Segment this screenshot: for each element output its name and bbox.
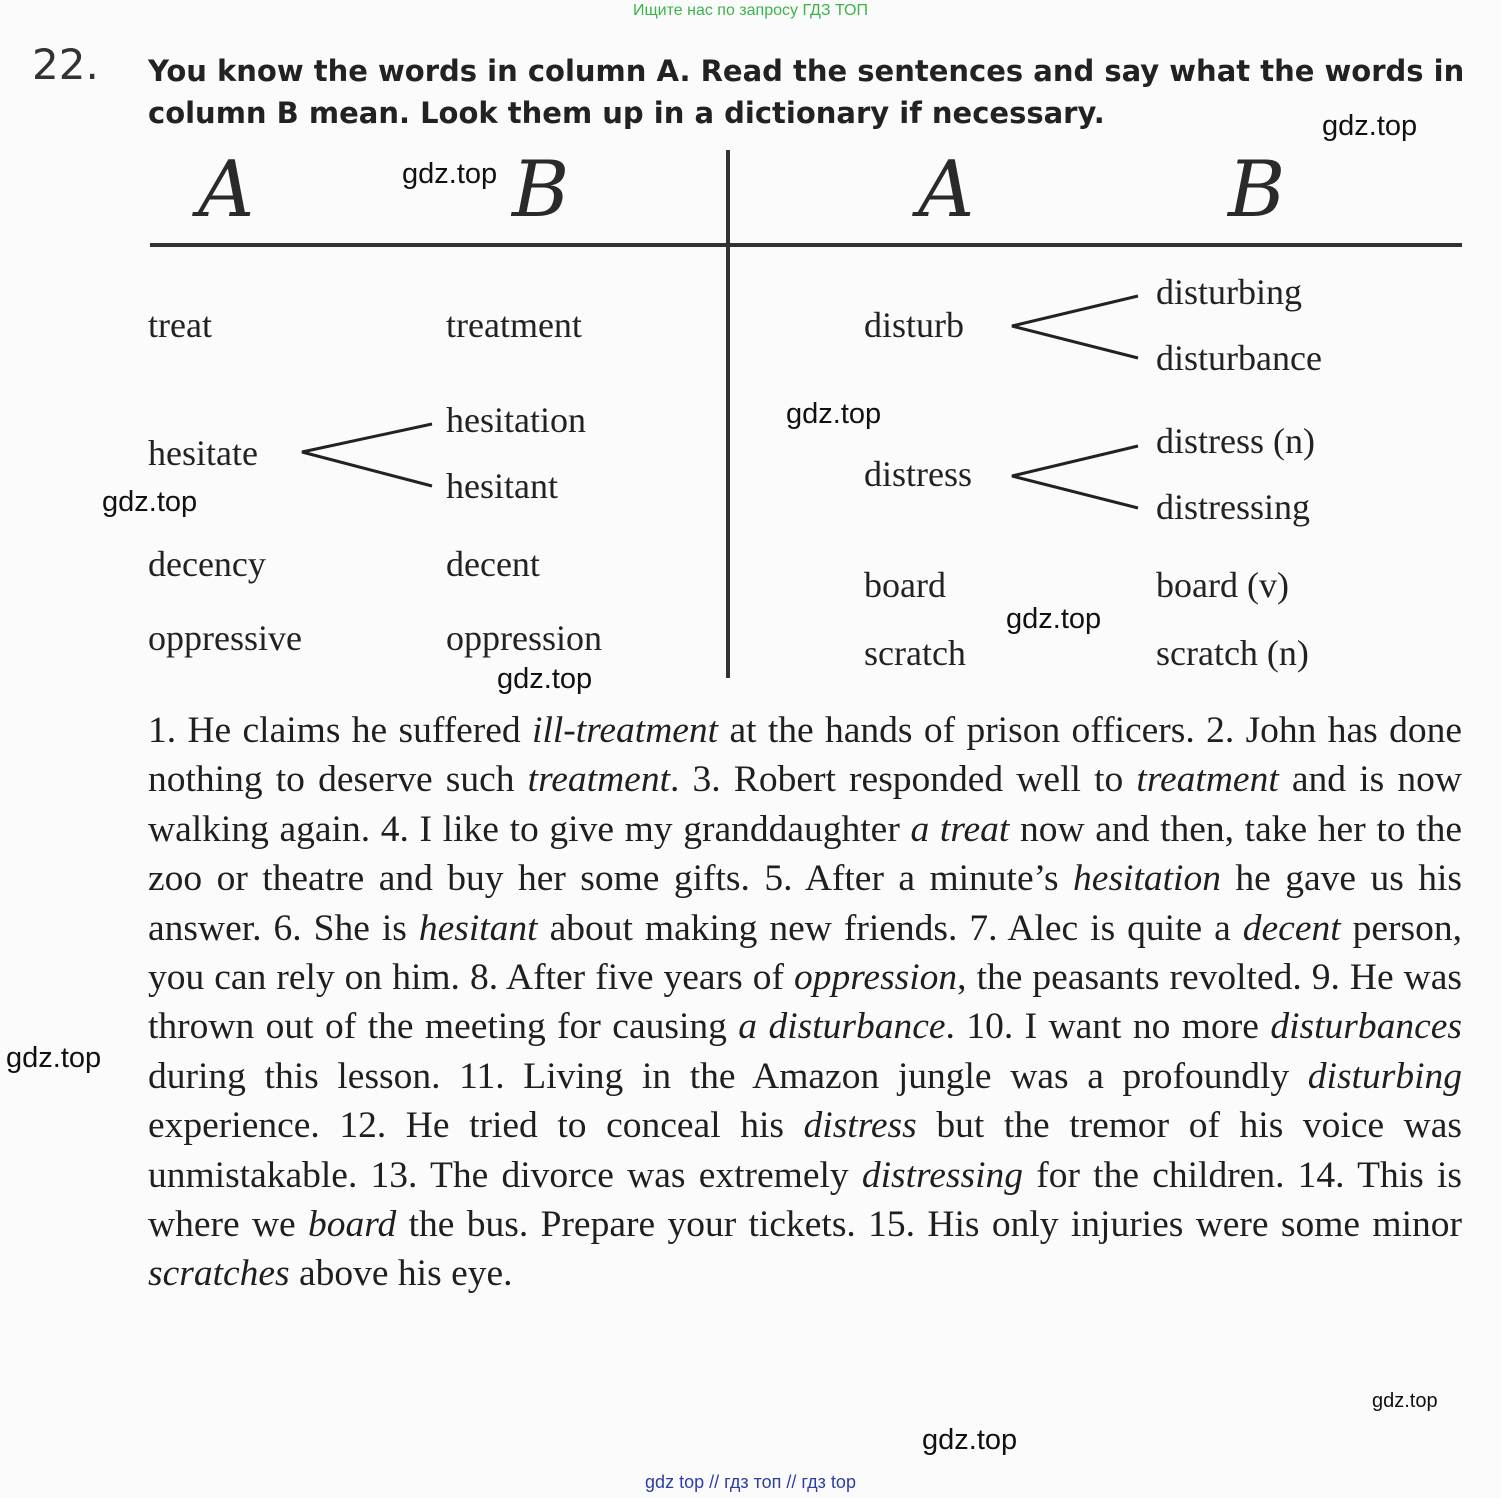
key-word: distressing (861, 1154, 1023, 1196)
sentence-text: about making new friends. 7. Alec is quite a (537, 907, 1243, 949)
column-a-heading-left: A (198, 145, 255, 235)
word-b: oppression (446, 618, 602, 658)
sentence-text: 1. He claims he suffered (148, 710, 533, 751)
word-a: disturb (864, 305, 965, 345)
watermark: gdz.top (922, 1424, 1018, 1456)
watermark: gdz.top (402, 158, 498, 190)
key-word: treatment (527, 759, 670, 801)
top-banner: Ищите нас по запросу ГДЗ ТОП (633, 2, 868, 19)
sentence-text: he gave us his answer. 6. She is (148, 858, 1462, 949)
word-a: oppressive (148, 618, 302, 658)
column-b-heading-right: B (1228, 145, 1286, 235)
sentence-text: above his eye. (289, 1253, 513, 1295)
sentence-text: . 10. I want no more (945, 1006, 1271, 1048)
key-word: decent (1242, 907, 1341, 949)
sentence-text: person, you can rely on him. 8. After five years of (148, 907, 1462, 999)
word-b: distress (n) (1156, 421, 1315, 461)
word-a: board (864, 565, 946, 605)
sentence-text: and is now walking again. 4. I like to give my granddaughter (148, 759, 1462, 850)
sentence-text: experience. 12. He tried to conceal his (148, 1105, 804, 1147)
example-sentences (148, 706, 1462, 1299)
sentence-text: . 3. Robert responded well to (670, 759, 1137, 801)
key-word: hesitation (1073, 858, 1221, 900)
watermark: gdz.top (1006, 603, 1102, 635)
key-word: a disturbance (738, 1006, 946, 1048)
column-b-heading-left: B (512, 145, 570, 235)
word-b: disturbance (1156, 338, 1322, 378)
branch-arrow (1012, 446, 1138, 508)
branch-arrow (1012, 296, 1138, 358)
exercise-number: 22. (32, 40, 99, 89)
word-b: distressing (1156, 487, 1311, 527)
word-a: hesitate (148, 433, 258, 473)
watermark: gdz.top (497, 663, 593, 695)
watermark: gdz.top (6, 1042, 102, 1074)
key-word: treatment (1136, 759, 1279, 801)
word-b: disturbing (1156, 272, 1303, 312)
watermark: gdz.top (1372, 1390, 1438, 1412)
key-word: hesitant (418, 907, 538, 949)
watermark: gdz.top (1322, 110, 1418, 142)
key-word: distress (803, 1105, 917, 1147)
word-a: treat (148, 305, 212, 345)
sentence-text: , the peasants revolted. 9. He was thrown out of the meeting for causing (148, 957, 1463, 1048)
word-b: decent (446, 544, 540, 584)
footer: gdz top // гдз топ // гдз top (645, 1472, 856, 1492)
word-b: scratch (n) (1156, 633, 1309, 673)
word-b: board (v) (1156, 565, 1289, 605)
key-word: board (308, 1204, 397, 1246)
sentence-text: now and then, take her to the zoo or theatre and buy her some gifts. 5. After a minute’s (148, 808, 1462, 900)
word-b: hesitation (446, 400, 586, 440)
word-b: hesitant (446, 466, 558, 506)
sentence-text: at the hands of prison officers. 2. John has done nothing to deserve such (148, 710, 1462, 801)
column-a-heading-right: A (918, 145, 975, 235)
key-word: oppression (793, 957, 958, 999)
key-word: scratches (148, 1253, 290, 1295)
watermark: gdz.top (786, 398, 882, 430)
sentence-text: during this lesson. 11. Living in the Amazon jungle was a profoundly (148, 1055, 1308, 1097)
word-b: treatment (446, 305, 582, 345)
exercise-instruction: You know the words in column A. Read the sentences and say what the words in column B mean. Look them up in a dictionary if necessary. (148, 54, 1465, 130)
sentence-text: but the tremor of his voice was unmistakable. 13. The divorce was extremely (148, 1105, 1462, 1196)
sentence-text: for the children. 14. This is where we (148, 1154, 1462, 1246)
key-word: a treat (910, 808, 1010, 850)
key-word: disturbances (1270, 1006, 1462, 1048)
word-a: decency (148, 544, 266, 584)
word-a: scratch (864, 633, 966, 673)
key-word: disturbing (1307, 1055, 1462, 1097)
word-a: distress (864, 454, 972, 494)
branch-arrow (302, 424, 432, 486)
watermark: gdz.top (102, 486, 198, 518)
key-word: ill-treatment (532, 710, 719, 751)
sentence-text: the bus. Prepare your tickets. 15. His only injuries were some minor (396, 1204, 1462, 1246)
